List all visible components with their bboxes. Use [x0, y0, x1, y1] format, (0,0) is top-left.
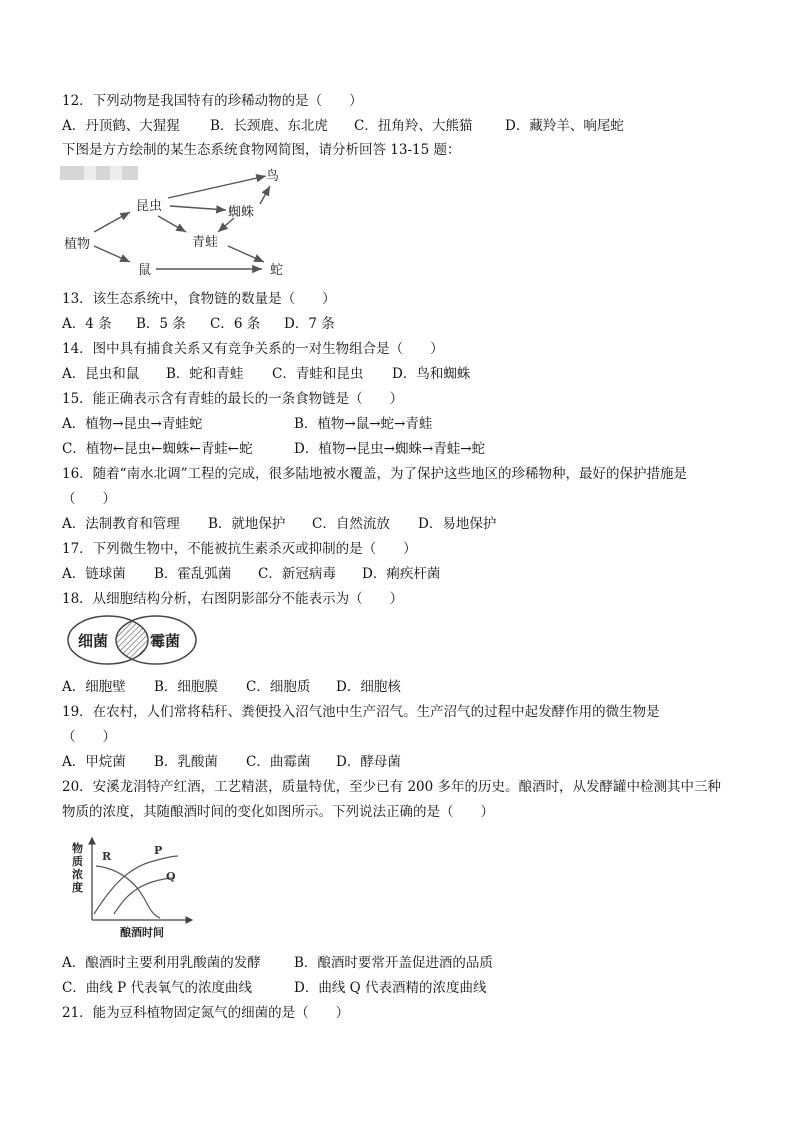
q19-stem: 19．在农村，人们常将秸秆、粪便投入沼气池中生产沼气。生产沼气的过程中起发酵作用的微生物是: [62, 704, 660, 720]
q15-option-c: C．植物←昆虫←蜘蛛←青蛙←蛇: [62, 441, 253, 457]
q16-option-a: A．法制教育和管理: [62, 516, 180, 532]
arrow-spider-bird: [260, 186, 270, 204]
curve-p: [94, 856, 178, 914]
q19-option-d: D．酵母菌: [336, 754, 401, 770]
q18-stem: 18．从细胞结构分析，右图阴影部分不能表示为（ ）: [62, 591, 404, 607]
q13-stem: 13．该生态系统中，食物链的数量是（ ）: [62, 291, 336, 307]
q20-option-a: A．酿酒时主要利用乳酸菌的发酵: [62, 955, 261, 971]
q17-option-a: A．链球菌: [62, 566, 126, 582]
q15-option-d: D．植物→昆虫→蜘蛛→青蛙→蛇: [294, 441, 486, 457]
q14-option-a: A．昆虫和鼠: [62, 366, 140, 382]
node-frog: 青蛙: [192, 235, 219, 250]
node-mouse: 鼠: [138, 263, 152, 278]
q14-option-c: C．青蛙和昆虫: [272, 366, 364, 382]
q13-option-a: A．4 条: [62, 316, 112, 332]
q17-option-d: D．痢疾杆菌: [362, 566, 441, 582]
q13-option-d: D．7 条: [284, 316, 335, 332]
q17-option-c: C．新冠病毒: [258, 566, 336, 582]
arrow-plant-mouse: [94, 246, 130, 262]
q19-option-b: B．乳酸菌: [154, 754, 218, 770]
curve-q-label: Q: [166, 870, 176, 883]
x-axis-label: 酿酒时间: [120, 926, 164, 939]
q17-stem: 17．下列微生物中，不能被抗生素杀灭或抑制的是（ ）: [62, 541, 417, 557]
q16-option-b: B．就地保护: [208, 516, 286, 532]
q19-option-c: C．曲霉菌: [246, 754, 311, 770]
q13-option-c: C．6 条: [210, 316, 261, 332]
q20-option-c: C．曲线 P 代表氧气的浓度曲线: [62, 980, 252, 996]
q17-option-b: B．霍乱弧菌: [154, 566, 232, 582]
venn-right-label: 霉菌: [150, 632, 181, 650]
blurred-label-block: [60, 166, 138, 180]
arrow-insect-spider: [170, 206, 226, 210]
arrow-insect-bird: [168, 176, 266, 198]
q20-option-d: D．曲线 Q 代表酒精的浓度曲线: [294, 980, 487, 996]
q16-stem: 16．随着“南水北调”工程的完成，很多陆地被水覆盖，为了保护这些地区的珍稀物种，最好的保护措施是: [62, 466, 687, 482]
venn-left-label: 细菌: [78, 632, 109, 650]
q19-stem-cont: （ ）: [62, 729, 116, 745]
q20-stem-cont: 物质的浓度，其随酿酒时间的变化如图所示。下列说法正确的是（ ）: [62, 804, 494, 820]
node-bird: 鸟: [266, 169, 280, 184]
q16-option-d: D．易地保护: [418, 516, 497, 532]
q12-option-a: A．丹顶鹤、大猩猩: [62, 118, 180, 134]
curve-q: [114, 878, 174, 914]
node-spider: 蜘蛛: [228, 205, 255, 220]
q15-option-b: B．植物→鼠→蛇→青蛙: [294, 416, 433, 432]
arrow-plant-insect: [94, 212, 130, 232]
arrow-spider-frog: [218, 218, 234, 232]
q12-option-c: C．扭角羚、大熊猫: [354, 118, 473, 134]
node-snake: 蛇: [270, 263, 284, 278]
arrow-frog-snake: [228, 246, 264, 262]
curve-r-label: R: [102, 850, 112, 863]
fermentation-graph: [68, 834, 198, 940]
q18-option-c: C．细胞质: [246, 679, 311, 695]
q18-option-a: A．细胞壁: [62, 679, 126, 695]
node-plant: 植物: [64, 237, 91, 252]
y-label-char-2: 质: [72, 855, 83, 868]
q14-option-b: B．蛇和青蛙: [166, 366, 244, 382]
node-insect: 昆虫: [136, 199, 163, 214]
q19-option-a: A．甲烷菌: [62, 754, 126, 770]
y-label-char-3: 浓: [72, 868, 83, 881]
arrow-insect-frog: [158, 216, 186, 232]
q14-stem: 14．图中具有捕食关系又有竞争关系的一对生物组合是（ ）: [62, 341, 444, 357]
q21-stem: 21．能为豆科植物固定氮气的细菌的是（ ）: [62, 1005, 350, 1021]
q16-stem-cont: （ ）: [62, 491, 116, 507]
q12-stem: 12．下列动物是我国特有的珍稀动物的是（ ）: [62, 93, 363, 109]
q12-option-b: B．长颈鹿、东北虎: [210, 118, 328, 134]
intro-13-15: 下图是方方绘制的某生态系统食物网简图，请分析回答 13-15 题：: [62, 142, 461, 158]
y-label-char-4: 度: [72, 881, 83, 894]
q12-option-d: D．藏羚羊、响尾蛇: [505, 118, 624, 134]
q15-stem: 15．能正确表示含有青蛙的最长的一条食物链是（ ）: [62, 391, 404, 407]
q18-option-b: B．细胞膜: [154, 679, 218, 695]
venn-diagram: [66, 614, 198, 666]
y-label-char-1: 物: [72, 842, 83, 855]
q20-stem: 20．安溪龙涓特产红酒，工艺精湛，质量特优，至少已有 200 多年的历史。酿酒时，从发酵罐中检测其中三种: [62, 779, 722, 795]
curve-p-label: P: [154, 844, 163, 857]
q16-option-c: C．自然流放: [312, 516, 390, 532]
q15-option-a: A．植物→昆虫→青蛙蛇: [62, 416, 203, 432]
q14-option-d: D．鸟和蜘蛛: [392, 366, 471, 382]
food-web-diagram: [58, 162, 308, 280]
q20-option-b: B．酿酒时要常开盖促进酒的品质: [294, 955, 493, 971]
q18-option-d: D．细胞核: [336, 679, 401, 695]
q13-option-b: B．5 条: [136, 316, 186, 332]
